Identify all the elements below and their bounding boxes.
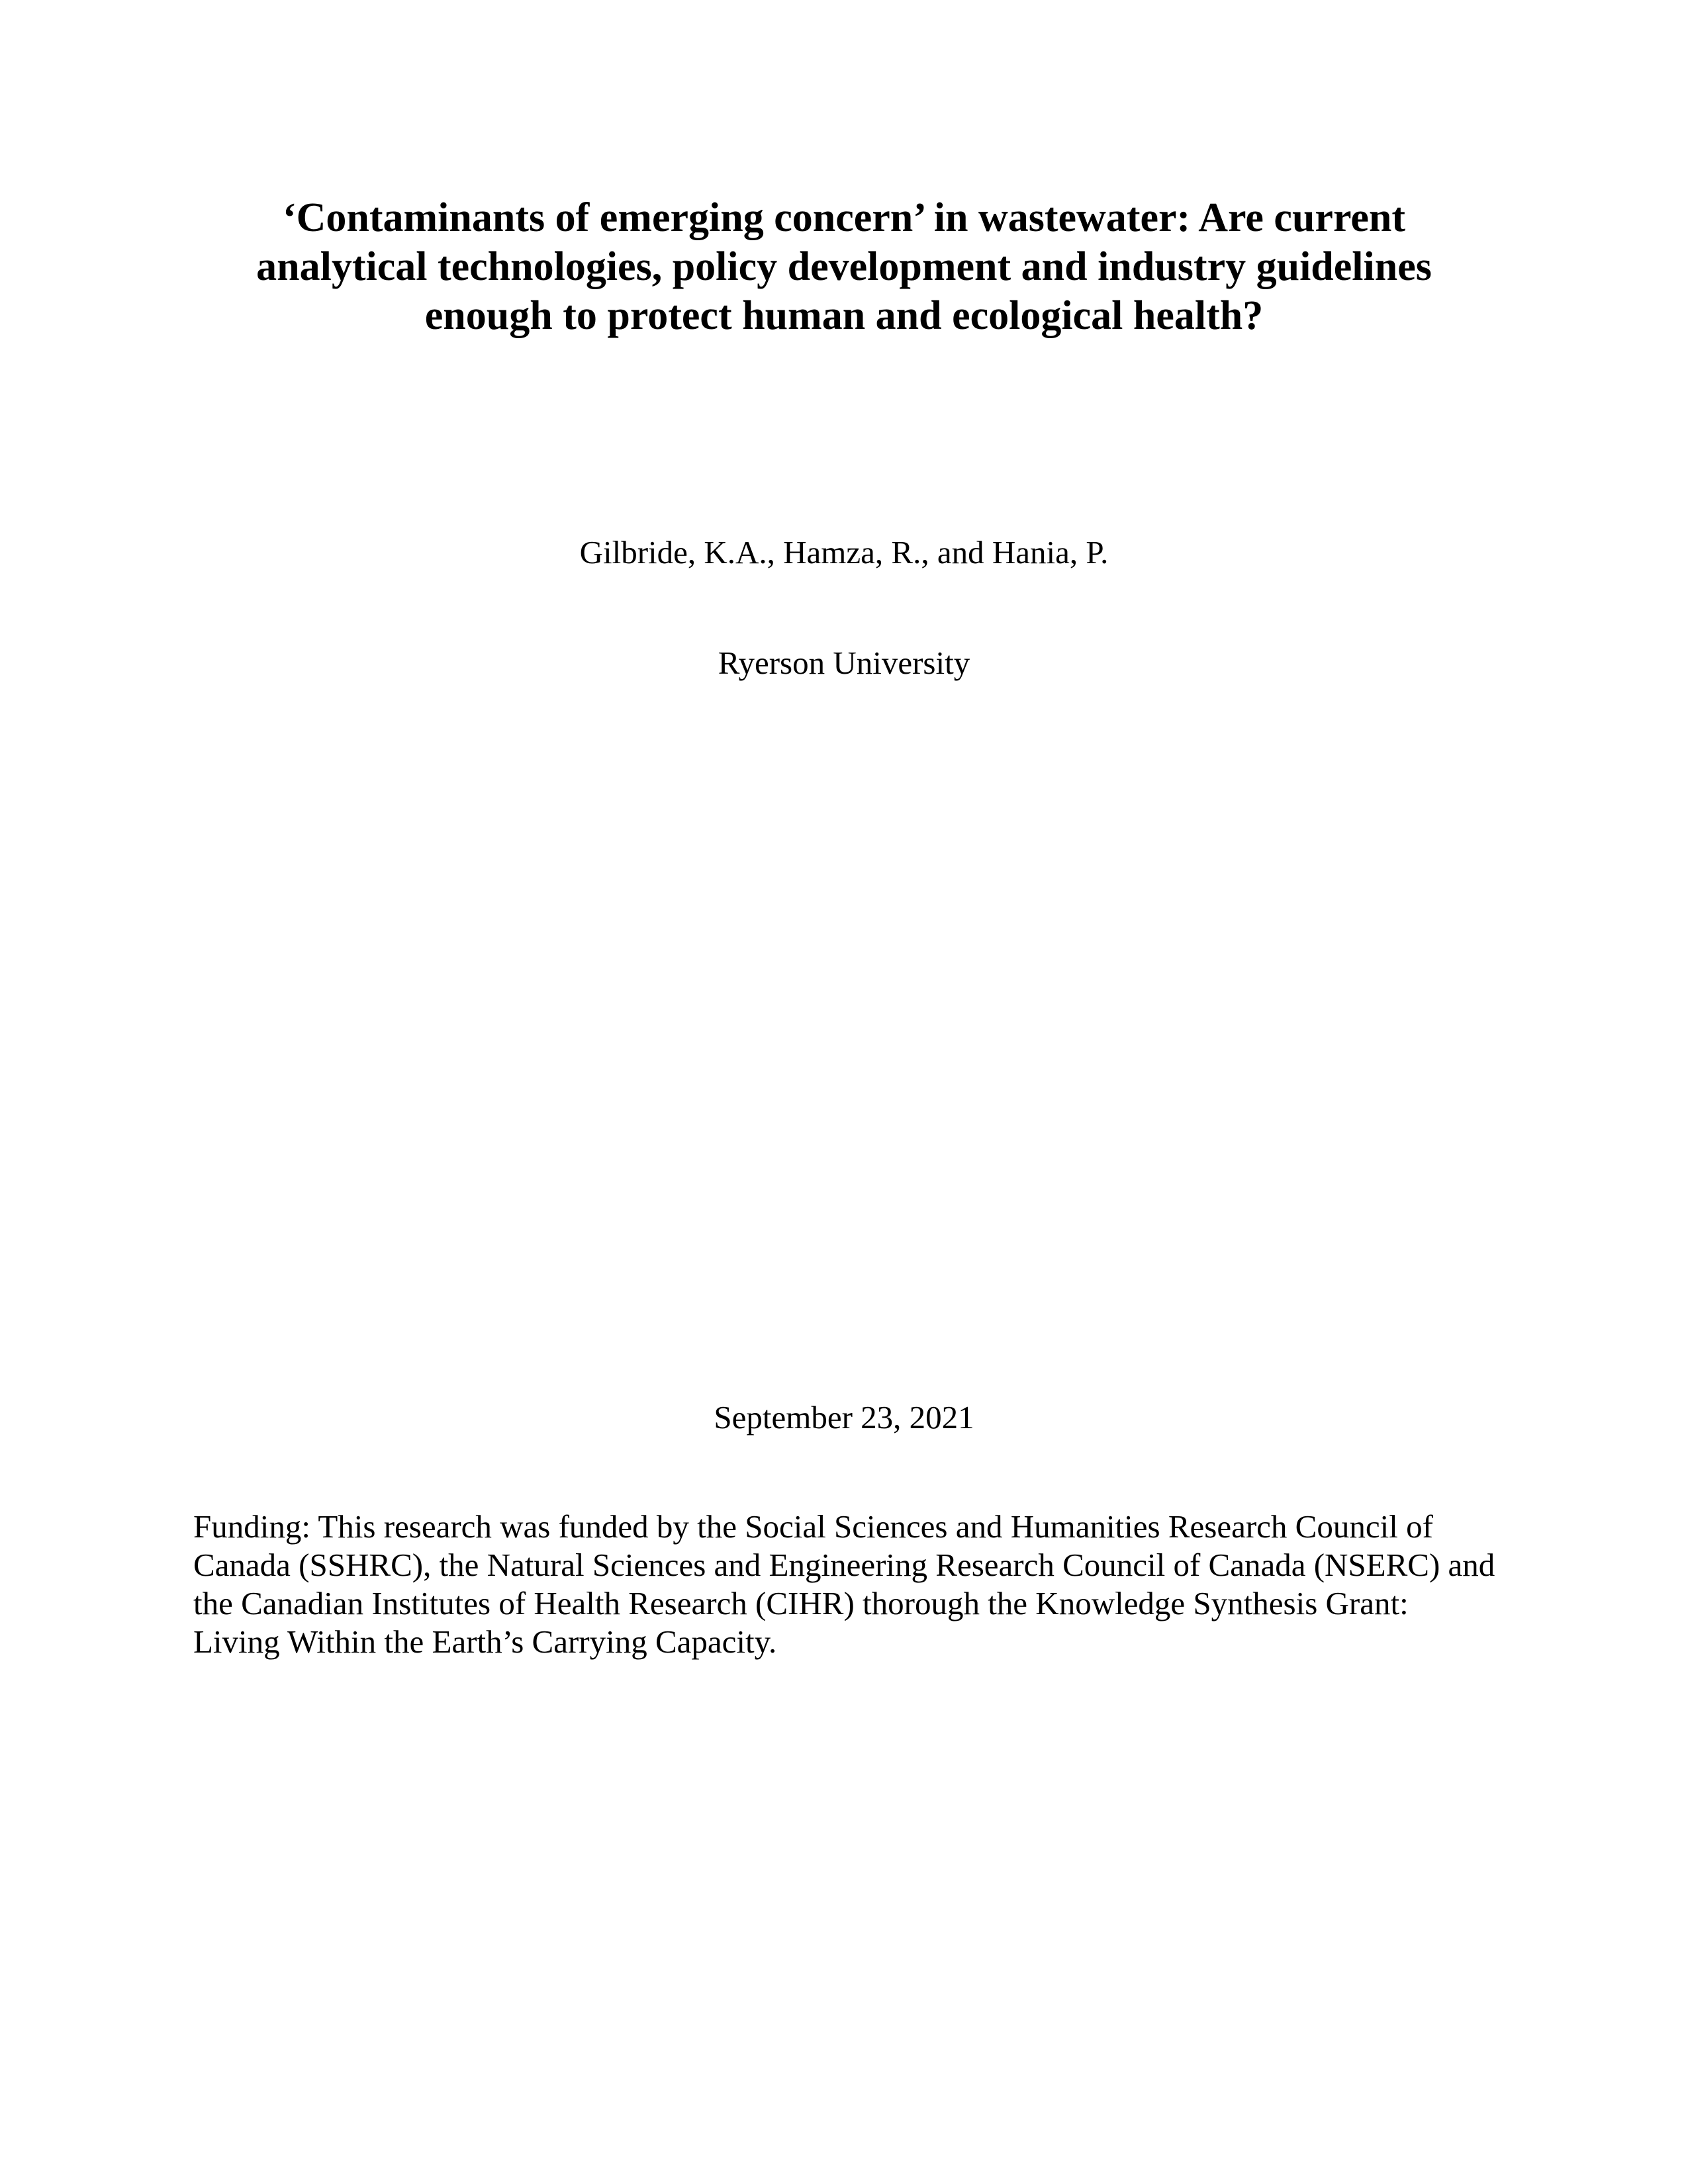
funding-line-4: Living Within the Earth’s Carrying Capacity. — [193, 1623, 777, 1660]
title-line-3: enough to protect human and ecological health? — [424, 293, 1264, 338]
document-title — [192, 193, 1496, 340]
funding-line-2: Canada (SSHRC), the Natural Sciences and Engineering Research Council of Canada (NSERC) and — [193, 1547, 1495, 1583]
funding-line-3: the Canadian Institutes of Health Research (CIHR) thorough the Knowledge Synthesis Grant: — [193, 1585, 1409, 1621]
authors: Gilbride, K.A., Hamza, R., and Hania, P. — [579, 534, 1109, 570]
title-line-1: ‘Contaminants of emerging concern’ in wastewater: Are current — [282, 195, 1405, 240]
affiliation: Ryerson University — [718, 645, 970, 681]
document-date: September 23, 2021 — [714, 1399, 974, 1435]
title-line-2: analytical technologies, policy development and industry guidelines — [256, 244, 1432, 289]
funding-line-1: Funding: This research was funded by the Social Sciences and Humanities Research Council of — [193, 1508, 1433, 1545]
funding-statement — [193, 1508, 1517, 1661]
